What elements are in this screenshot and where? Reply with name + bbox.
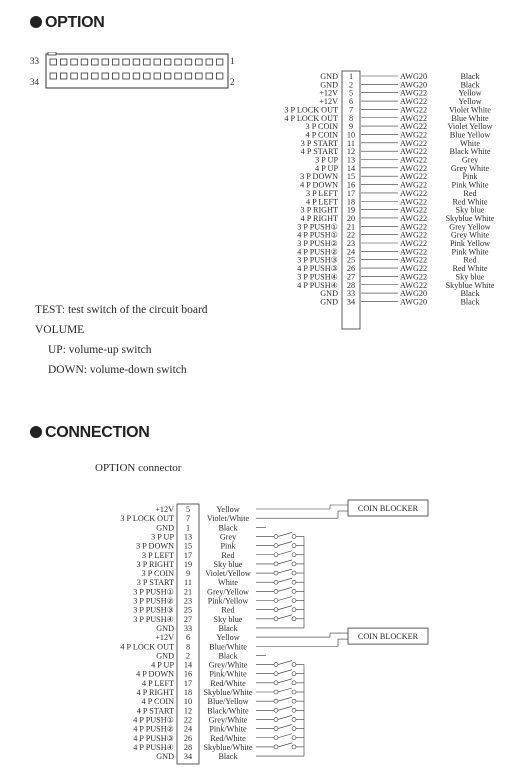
pinout-wire-color: Skyblue White — [445, 280, 495, 290]
connection-signal-name: 4 P START — [136, 706, 174, 716]
pinout-wire-color: Red — [463, 255, 477, 265]
connection-pin-number: 9 — [185, 569, 191, 579]
connection-signal-name: 3 P DOWN — [136, 541, 174, 551]
pinout-signal-name: 4 P PUSH① — [297, 230, 338, 240]
connection-signal-name: 4 P PUSH① — [133, 715, 174, 725]
pinout-pin-number: 7 — [348, 105, 354, 115]
test-description: TEST: test switch of the circuit board — [35, 304, 208, 316]
connection-wire-color: Black — [218, 651, 238, 661]
connection-signal-name: 3 P PUSH④ — [133, 614, 174, 624]
pinout-wire-color: Violet White — [449, 105, 491, 115]
pinout-pin-number: 33 — [346, 289, 356, 299]
pinout-pin-number: 22 — [346, 230, 356, 240]
pinout-pin-number: 34 — [346, 297, 356, 307]
connector-pin-cell — [60, 59, 67, 65]
connector-pin-cell — [92, 59, 99, 65]
pinout-wire-color: Blue Yellow — [449, 130, 491, 140]
pinout-awg: AWG22 — [400, 172, 428, 182]
connection-wire-color: White — [217, 578, 239, 588]
connector-pin-cell — [164, 73, 171, 79]
connector-pin-cell — [154, 59, 161, 65]
pinout-signal-name: 3 P START — [300, 138, 338, 148]
pinout-pin-number: 23 — [346, 239, 356, 248]
connection-pin-number: 21 — [183, 587, 193, 597]
pinout-awg: AWG22 — [400, 197, 428, 207]
connection-wire-color: Skyblue/White — [203, 688, 253, 697]
connection-pin-number: 7 — [185, 514, 191, 524]
pinout-signal-name: 4 P RIGHT — [300, 213, 338, 223]
bullet-icon — [30, 426, 42, 438]
connection-wire-color: Skyblue/White — [203, 742, 253, 752]
connection-wire-color: Grey/White — [208, 715, 248, 725]
pinout-wire-color: Pink Yellow — [449, 239, 491, 248]
connection-pin-number: 10 — [183, 697, 193, 707]
pinout-signal-name: 3 P UP — [315, 155, 338, 165]
connector-pin-cell — [154, 73, 161, 79]
connection-pin-number: 18 — [183, 688, 193, 697]
connection-signal-name: 3 P UP — [151, 532, 174, 542]
connection-pin-number: 24 — [183, 724, 193, 734]
connection-signal-name: GND — [156, 651, 174, 661]
pinout-signal-name: 4 P PUSH③ — [297, 264, 338, 274]
pinout-wire-color: Yellow — [458, 88, 482, 98]
pinout-wire-color: Black — [460, 72, 480, 81]
pinout-pin-number: 11 — [347, 138, 355, 148]
connection-wire-color: Violet/White — [206, 514, 250, 524]
connection-signal-name: 4 P LEFT — [142, 678, 174, 688]
pinout-wire-color: Yellow — [458, 97, 482, 107]
connector-pin-cell — [60, 73, 67, 79]
pinout-signal-name: 4 P START — [300, 147, 338, 157]
pinout-signal-name: 3 P PUSH④ — [297, 272, 338, 282]
pinout-signal-name: 4 P DOWN — [300, 180, 338, 190]
connector-pin-cell — [144, 73, 151, 79]
pinout-pin-number: 27 — [346, 272, 356, 282]
connector-pin-cell — [185, 73, 192, 79]
connector-pin-cell — [123, 59, 130, 65]
volume-up-description: UP: volume-up switch — [48, 344, 152, 356]
pinout-wire-color: Pink — [462, 172, 478, 182]
connection-pin-number: 16 — [183, 669, 193, 679]
connector-pin-cell — [92, 73, 99, 79]
connection-wire-color: Black — [218, 523, 238, 533]
pin-label-2: 2 — [230, 77, 235, 87]
connector-pin-cell — [175, 73, 182, 79]
connection-signal-name: 4 P LOCK OUT — [120, 642, 174, 652]
pinout-signal-name: 4 P LEFT — [306, 197, 338, 207]
pinout-pin-number: 26 — [346, 264, 356, 274]
connection-signal-name: 3 P PUSH① — [133, 587, 174, 597]
pinout-awg: AWG22 — [400, 113, 428, 123]
pinout-wire-color: Grey — [461, 155, 479, 165]
connection-pin-number: 6 — [185, 633, 191, 643]
pinout-wire-color: Sky blue — [455, 272, 485, 282]
pinout-pin-number: 17 — [346, 188, 356, 198]
pinout-signal-name: 3 P COIN — [305, 122, 338, 132]
pinout-signal-name: +12V — [319, 97, 338, 107]
connection-wire-color: Sky blue — [213, 614, 243, 624]
pinout-wire-color: Grey White — [450, 230, 490, 240]
pinout-wire-color: Black White — [449, 147, 491, 157]
pinout-signal-name: 3 P DOWN — [300, 172, 338, 182]
connector-pin-cell — [175, 59, 182, 65]
connection-signal-name: 3 P LOCK OUT — [120, 514, 174, 524]
connection-pin-number: 28 — [183, 742, 193, 752]
pinout-wire-color: Black — [460, 297, 480, 307]
connector-pin-cell — [102, 59, 109, 65]
pinout-table — [240, 70, 510, 332]
connector-pin-cell — [164, 59, 171, 65]
pinout-awg: AWG20 — [400, 297, 428, 307]
pinout-wire-color: White — [459, 138, 481, 148]
pinout-awg: AWG22 — [400, 255, 428, 265]
connection-wire-color: Blue/Yellow — [207, 697, 249, 707]
connection-signal-name: GND — [156, 752, 174, 762]
pinout-pin-number: 28 — [346, 280, 356, 290]
pinout-pin-number: 6 — [348, 97, 354, 107]
connector-pin-cell — [133, 59, 140, 65]
pinout-awg: AWG22 — [400, 147, 428, 157]
connection-pin-number: 33 — [183, 623, 193, 633]
pinout-pin-number: 14 — [346, 163, 356, 173]
pinout-signal-name: 4 P PUSH④ — [297, 280, 338, 290]
connection-pin-number: 27 — [183, 614, 193, 624]
pinout-awg: AWG22 — [400, 122, 428, 132]
pinout-pin-number: 16 — [346, 180, 356, 190]
pinout-awg: AWG22 — [400, 180, 428, 190]
connection-pin-number: 17 — [183, 678, 193, 688]
pinout-signal-name: GND — [320, 289, 338, 299]
pinout-pin-number: 10 — [346, 130, 356, 140]
connection-pin-number: 2 — [185, 651, 191, 661]
connection-wire-color: Red — [221, 605, 235, 615]
pinout-wire-color: Violet Yellow — [447, 122, 493, 132]
pinout-signal-name: 3 P PUSH① — [297, 222, 338, 232]
pinout-awg: AWG22 — [400, 105, 428, 115]
pinout-signal-name: 3 P RIGHT — [300, 205, 338, 215]
connector-pin-cell — [216, 73, 223, 79]
pinout-wire-color: Red White — [452, 264, 488, 274]
connection-pin-number: 12 — [183, 706, 193, 716]
connector-pin-cell — [196, 73, 203, 79]
connector-pin-cell — [196, 59, 203, 65]
pinout-wire-color: Black — [460, 80, 480, 90]
connection-signal-name: 3 P COIN — [141, 569, 174, 579]
pinout-pin-number: 24 — [346, 247, 356, 257]
connection-pin-number: 15 — [183, 541, 193, 551]
connection-signal-name: 3 P LEFT — [142, 550, 174, 560]
pinout-awg: AWG22 — [400, 280, 428, 290]
coin-blocker-label: COIN BLOCKER — [357, 504, 419, 513]
connection-signal-name: GND — [156, 623, 174, 633]
pinout-awg: AWG22 — [400, 213, 428, 223]
pinout-awg: AWG22 — [400, 188, 428, 198]
connector-pin-cell — [185, 59, 192, 65]
connection-pin-number: 22 — [183, 715, 193, 725]
pinout-wire-color: Pink White — [451, 247, 489, 257]
connection-heading — [30, 424, 150, 442]
pin-label-1: 1 — [230, 56, 235, 66]
option-heading-text: OPTION — [45, 14, 105, 31]
pinout-awg: AWG20 — [400, 289, 428, 299]
pinout-signal-name: 3 P LEFT — [306, 188, 338, 198]
pinout-awg: AWG22 — [400, 222, 428, 232]
connection-wire-color: Grey/White — [208, 660, 248, 670]
pinout-wire-color: Red — [463, 188, 477, 198]
connection-wire-color: Pink/Yellow — [207, 596, 249, 606]
pinout-pin-number: 12 — [346, 147, 356, 157]
coin-blocker-label: COIN BLOCKER — [357, 632, 419, 642]
option-connector-diagram — [30, 52, 245, 92]
connector-pin-cell — [102, 73, 109, 79]
pinout-signal-name: 3 P PUSH② — [297, 239, 338, 248]
connector-pin-cell — [123, 73, 130, 79]
pinout-wire-color: Red White — [452, 197, 488, 207]
pin-label-34: 34 — [30, 77, 39, 87]
connection-signal-name: 3 P START — [136, 578, 174, 588]
pinout-wire-color: Grey Yellow — [449, 222, 491, 232]
pinout-pin-number: 1 — [348, 72, 354, 81]
connector-pin-cell — [216, 59, 223, 65]
pinout-awg: AWG22 — [400, 247, 428, 257]
connection-pin-number: 23 — [183, 596, 193, 606]
connector-pin-cell — [50, 59, 57, 65]
connection-wire-color: Yellow — [216, 505, 240, 514]
connector-pin-cell — [112, 73, 119, 79]
connector-pin-cell — [206, 59, 213, 65]
connection-signal-name: 4 P DOWN — [136, 669, 174, 679]
connection-signal-name: 4 P PUSH② — [133, 724, 174, 734]
connection-signal-name: +12V — [155, 633, 174, 643]
connection-heading-text: CONNECTION — [45, 424, 150, 441]
connection-wire-color: Yellow — [216, 633, 240, 643]
connection-signal-name: 4 P RIGHT — [136, 688, 174, 697]
pinout-wire-color: Blue White — [451, 113, 489, 123]
connection-pin-number: 8 — [185, 642, 191, 652]
connection-signal-name: 4 P UP — [151, 660, 174, 670]
connection-signal-name: 3 P RIGHT — [136, 559, 174, 569]
connection-wire-color: Red/White — [210, 678, 246, 688]
connection-pin-number: 13 — [183, 532, 193, 542]
connection-subtitle: OPTION connector — [95, 462, 182, 474]
pinout-awg: AWG22 — [400, 97, 428, 107]
pinout-pin-number: 25 — [346, 255, 356, 265]
pinout-awg: AWG22 — [400, 272, 428, 282]
pin-label-33: 33 — [30, 56, 39, 66]
connection-signal-name: +12V — [155, 505, 174, 514]
pinout-signal-name: 4 P LOCK OUT — [284, 113, 338, 123]
connector-pin-cell — [144, 59, 151, 65]
connector-pin-cell — [50, 73, 57, 79]
connection-wire-color: Pink/White — [209, 724, 247, 734]
pinout-signal-name: GND — [320, 80, 338, 90]
connection-signal-name: 4 P PUSH④ — [133, 742, 174, 752]
connection-wire-color: Grey/Yellow — [207, 587, 249, 597]
connection-pin-number: 11 — [184, 578, 192, 588]
connector-pin-cell — [206, 73, 213, 79]
pinout-wire-color: Pink White — [451, 180, 489, 190]
pinout-awg: AWG22 — [400, 130, 428, 140]
pinout-pin-number: 13 — [346, 155, 356, 165]
connection-pin-number: 19 — [183, 559, 193, 569]
connection-wire-color: Grey — [219, 532, 237, 542]
connection-wire-color: Red — [221, 550, 235, 560]
connector-pin-cell — [71, 59, 78, 65]
pinout-pin-number: 19 — [346, 205, 356, 215]
pinout-wire-color: Grey White — [450, 163, 490, 173]
pinout-pin-number: 5 — [348, 88, 354, 98]
connection-signal-name: GND — [156, 523, 174, 533]
pinout-signal-name: 4 P UP — [315, 163, 338, 173]
pinout-wire-color: Sky blue — [455, 205, 485, 215]
pinout-pin-number: 8 — [348, 113, 354, 123]
pinout-pin-number: 21 — [346, 222, 356, 232]
pinout-awg: AWG22 — [400, 88, 428, 98]
pinout-awg: AWG22 — [400, 163, 428, 173]
pinout-signal-name: GND — [320, 72, 338, 81]
pinout-awg: AWG22 — [400, 230, 428, 240]
connection-signal-name: 4 P COIN — [141, 697, 174, 707]
pinout-signal-name: GND — [320, 297, 338, 307]
connection-pin-number: 26 — [183, 733, 193, 743]
pinout-pin-number: 18 — [346, 197, 356, 207]
connection-pin-number: 17 — [183, 550, 193, 560]
connection-wire-color: Black/White — [207, 706, 249, 716]
connection-wire-color: Pink — [220, 541, 236, 551]
connection-pin-number: 1 — [185, 523, 191, 533]
pinout-signal-name: 3 P LOCK OUT — [284, 105, 338, 115]
connection-diagram — [80, 490, 518, 768]
connector-pin-cell — [133, 73, 140, 79]
pinout-pin-number: 15 — [346, 172, 356, 182]
pinout-signal-name: 4 P PUSH② — [297, 247, 338, 257]
pinout-awg: AWG20 — [400, 72, 428, 81]
volume-down-description: DOWN: volume-down switch — [48, 364, 187, 376]
connection-wire-color: Red/White — [210, 733, 246, 743]
connection-signal-name: 3 P PUSH③ — [133, 605, 174, 615]
pinout-awg: AWG22 — [400, 155, 428, 165]
volume-label: VOLUME — [35, 324, 85, 336]
connection-wire-color: Pink/White — [209, 669, 247, 679]
pinout-pin-number: 9 — [348, 122, 354, 132]
connection-wire-color: Violet/Yellow — [205, 569, 251, 579]
pinout-pin-number: 2 — [348, 80, 354, 90]
pinout-wire-color: Skyblue White — [445, 213, 495, 223]
connection-pin-number: 14 — [183, 660, 193, 670]
connection-wire-color: Sky blue — [213, 559, 243, 569]
pinout-awg: AWG22 — [400, 264, 428, 274]
connection-signal-name: 4 P PUSH③ — [133, 733, 174, 743]
option-heading — [30, 14, 105, 32]
bullet-icon — [30, 16, 42, 28]
connection-pin-number: 25 — [183, 605, 193, 615]
pinout-awg: AWG22 — [400, 239, 428, 248]
connector-pin-cell — [71, 73, 78, 79]
connector-pin-cell — [112, 59, 119, 65]
pinout-wire-color: Black — [460, 289, 480, 299]
connection-signal-name: 3 P PUSH② — [133, 596, 174, 606]
pinout-awg: AWG22 — [400, 205, 428, 215]
connection-wire-color: Black — [218, 752, 238, 762]
connector-pin-cell — [81, 59, 88, 65]
connection-pin-number: 34 — [183, 752, 193, 762]
connection-pin-number: 5 — [185, 505, 191, 514]
connection-wire-color: Blue/White — [209, 642, 247, 652]
pinout-pin-number: 20 — [346, 213, 356, 223]
pinout-signal-name: 4 P COIN — [305, 130, 338, 140]
connector-pin-cell — [81, 73, 88, 79]
pinout-awg: AWG22 — [400, 138, 428, 148]
connection-wire-color: Black — [218, 623, 238, 633]
pinout-awg: AWG20 — [400, 80, 428, 90]
pinout-signal-name: +12V — [319, 88, 338, 98]
pinout-signal-name: 3 P PUSH③ — [297, 255, 338, 265]
